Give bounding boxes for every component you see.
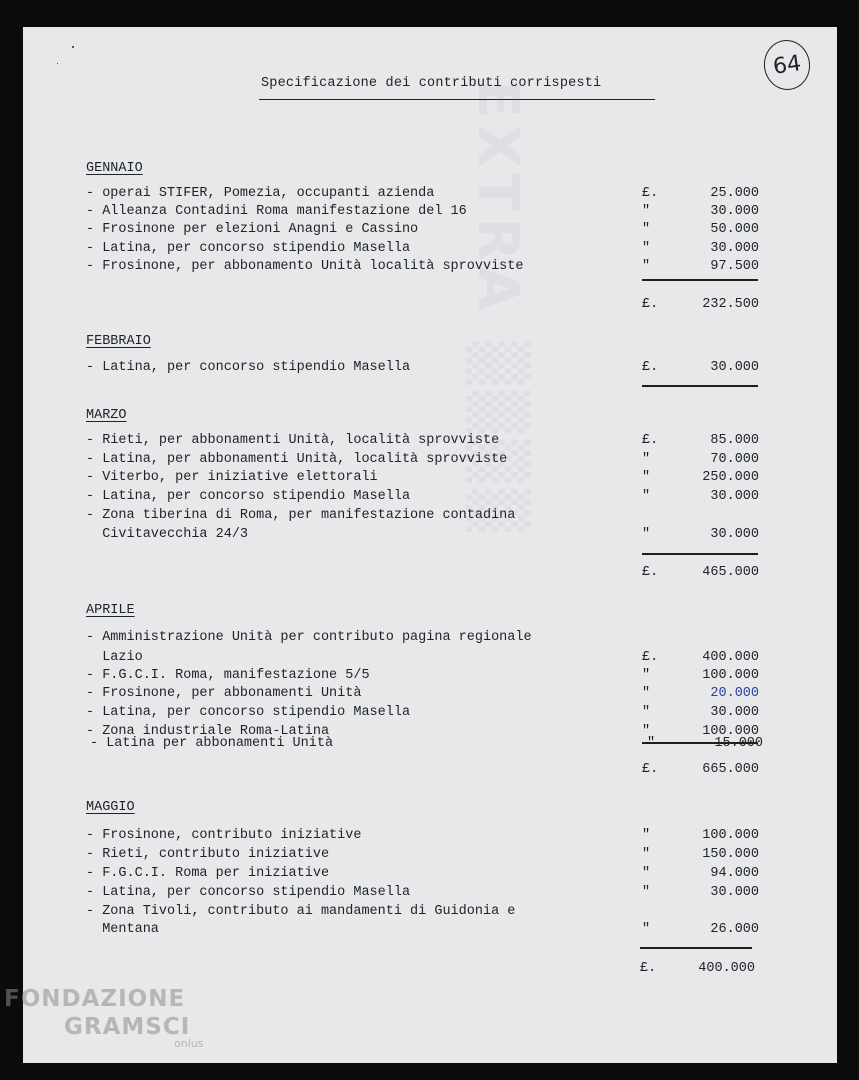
entry-amount: 100.000 (702, 668, 759, 683)
entry-description: - Frosinone per elezioni Anagni e Cassino (86, 222, 419, 237)
sum-rule (640, 947, 752, 949)
entry-amount: 30.000 (710, 360, 759, 375)
entry-currency: " (642, 527, 651, 542)
entry-currency: " (642, 847, 651, 862)
month-heading: MAGGIO (86, 800, 135, 815)
paper-speck (57, 63, 58, 64)
entry-amount: 100.000 (702, 724, 759, 739)
entry-description: - Rieti, per abbonamenti Unità, località sprovviste (86, 433, 500, 448)
entry-currency: " (647, 736, 656, 751)
entry-currency: " (642, 866, 651, 881)
page-number-handwritten: 64 (761, 37, 814, 93)
entry-amount-corrected: 20.000 (710, 686, 759, 701)
sum-rule (642, 385, 758, 387)
entry-amount: 400.000 (702, 650, 759, 665)
entry-amount: 30.000 (710, 885, 759, 900)
month-total: 665.000 (702, 762, 759, 777)
entry-description-cont: Civitavecchia 24/3 (86, 527, 249, 542)
entry-amount: 97.500 (710, 259, 759, 274)
entry-currency: £. (642, 186, 659, 201)
entry-amount: 30.000 (710, 527, 759, 542)
month-total: 232.500 (702, 297, 759, 312)
entry-currency: " (642, 452, 651, 467)
entry-amount: 30.000 (710, 705, 759, 720)
entry-description: - Frosinone, per abbonamento Unità località sprovviste (86, 259, 524, 274)
entry-currency: " (642, 922, 651, 937)
watermark-line1: FONDAZIONE (4, 986, 186, 1012)
entry-description-cont: Mentana (86, 922, 159, 937)
entry-amount: 50.000 (710, 222, 759, 237)
entry-amount: 26.000 (710, 922, 759, 937)
entry-amount: 94.000 (710, 866, 759, 881)
entry-currency: " (642, 489, 651, 504)
paper-speck (72, 46, 74, 48)
entry-description: - Zona Tivoli, contributo ai mandamenti di Guidonia e (86, 904, 516, 919)
entry-description: - Rieti, contributo iniziative (86, 847, 330, 862)
entry-description: - Zona industriale Roma-Latina (86, 724, 330, 739)
entry-currency: £. (642, 433, 659, 448)
month-total: 465.000 (702, 565, 759, 580)
entry-description: - operai STIFER, Pomezia, occupanti azienda (86, 186, 435, 201)
entry-currency: " (642, 204, 651, 219)
entry-description: - F.G.C.I. Roma per iniziative (86, 866, 330, 881)
entry-description: - Amministrazione Unità per contributo pagina regionale (86, 630, 532, 645)
entry-description: - Latina per abbonamenti Unità (90, 736, 334, 751)
month-heading: APRILE (86, 603, 135, 618)
sum-rule (642, 742, 758, 744)
entry-amount: 100.000 (702, 828, 759, 843)
entry-currency: £. (642, 650, 659, 665)
entry-amount: 85.000 (710, 433, 759, 448)
month-heading: FEBBRAIO (86, 334, 151, 349)
entry-amount: 70.000 (710, 452, 759, 467)
entry-currency: " (642, 724, 651, 739)
month-heading: GENNAIO (86, 161, 143, 176)
entry-description: - F.G.C.I. Roma, manifestazione 5/5 (86, 668, 370, 683)
entry-description: - Latina, per concorso stipendio Masella (86, 885, 411, 900)
entry-description-cont: Lazio (86, 650, 143, 665)
entry-description: - Alleanza Contadini Roma manifestazione del 16 (86, 204, 467, 219)
watermark-line2: GRAMSCI (64, 1014, 191, 1040)
total-currency: £. (640, 961, 657, 976)
entry-currency: " (642, 259, 651, 274)
entry-amount: 30.000 (710, 489, 759, 504)
entry-description: - Zona tiberina di Roma, per manifestazione contadina (86, 508, 516, 523)
entry-currency: " (642, 828, 651, 843)
entry-currency: " (642, 222, 651, 237)
archive-watermark (4, 986, 203, 1050)
sum-rule (642, 553, 758, 555)
entry-currency: " (642, 241, 651, 256)
entry-currency: " (642, 668, 651, 683)
entry-description: - Latina, per abbonamenti Unità, località sprovviste (86, 452, 508, 467)
entry-description: - Latina, per concorso stipendio Masella (86, 360, 411, 375)
entry-description: - Latina, per concorso stipendio Masella (86, 705, 411, 720)
total-currency: £. (642, 762, 659, 777)
watermark-line3: onlus (174, 1037, 204, 1050)
entry-amount: 150.000 (702, 847, 759, 862)
entry-description: - Latina, per concorso stipendio Masella (86, 241, 411, 256)
entry-currency: £. (642, 360, 659, 375)
entry-amount: 25.000 (710, 186, 759, 201)
sum-rule (642, 279, 758, 281)
entry-description: - Frosinone, contributo iniziative (86, 828, 362, 843)
show-through-text: EXTRA ▒▒▒▒ (465, 80, 530, 538)
title-underline (259, 99, 655, 100)
entry-currency: " (642, 705, 651, 720)
total-currency: £. (642, 565, 659, 580)
entry-amount: 30.000 (710, 241, 759, 256)
entry-amount: 15.000 (714, 736, 763, 751)
entry-amount: 30.000 (710, 204, 759, 219)
entry-currency: " (642, 885, 651, 900)
month-heading: MARZO (86, 408, 127, 423)
entry-description: - Frosinone, per abbonamenti Unità (86, 686, 362, 701)
entry-currency: " (642, 686, 651, 701)
month-total: 400.000 (698, 961, 755, 976)
entry-currency: " (642, 470, 651, 485)
entry-description: - Viterbo, per iniziative elettorali (86, 470, 378, 485)
total-currency: £. (642, 297, 659, 312)
entry-amount: 250.000 (702, 470, 759, 485)
page-title: Specificazione dei contributi corrispesti (261, 76, 602, 91)
entry-description: - Latina, per concorso stipendio Masella (86, 489, 411, 504)
